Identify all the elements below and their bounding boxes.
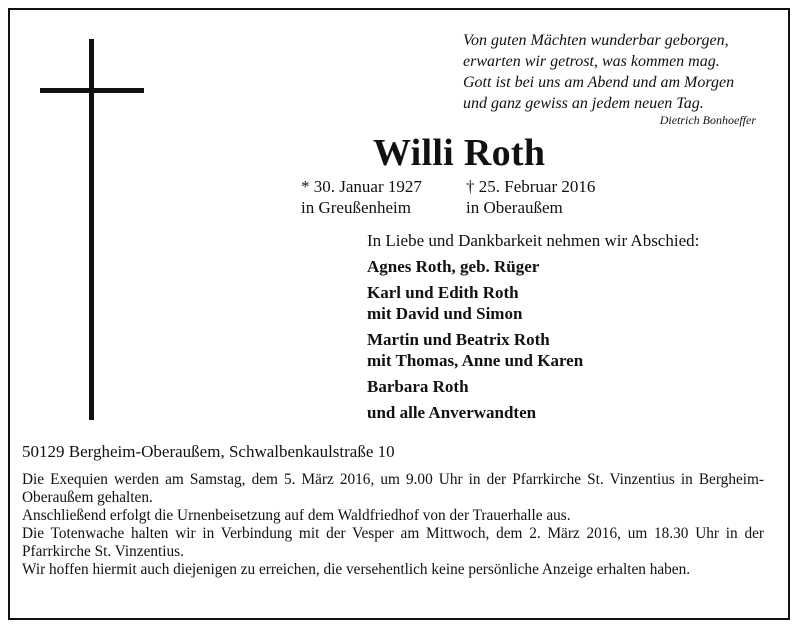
death-date: † 25. Februar 2016 — [466, 177, 596, 196]
poem-author: Dietrich Bonhoeffer — [659, 113, 756, 127]
mourner-group — [367, 282, 583, 324]
mourner-line: Barbara Roth — [367, 377, 469, 396]
notice-paragraph: Anschließend erfolgt die Urnenbeisetzung auf dem Waldfriedhof von der Trauerhalle aus. — [22, 507, 571, 524]
mourner-group — [367, 256, 583, 277]
mourner-line: mit David und Simon — [367, 304, 523, 323]
death-info — [466, 176, 595, 218]
death-place: in Oberaußem — [466, 198, 563, 217]
farewell-intro: In Liebe und Dankbarkeit nehmen wir Abschied: — [367, 231, 700, 250]
poem — [463, 30, 763, 114]
service-notices — [22, 471, 764, 579]
mourner-group — [367, 402, 583, 423]
birth-info — [301, 176, 422, 218]
mourner-line: Karl und Edith Roth — [367, 283, 519, 302]
cross-vertical-bar — [89, 39, 94, 420]
mourner-group — [367, 376, 583, 397]
poem-line: und ganz gewiss an jedem neuen Tag. — [463, 95, 704, 112]
mourner-line: Martin und Beatrix Roth — [367, 330, 550, 349]
mourner-line: mit Thomas, Anne und Karen — [367, 351, 584, 370]
poem-line: Von guten Mächten wunderbar geborgen, — [463, 32, 729, 49]
poem-line: Gott ist bei uns am Abend und am Morgen — [463, 74, 735, 91]
mourner-group — [367, 329, 583, 371]
notice-paragraph: Die Exequien werden am Samstag, dem 5. März 2016, um 9.00 Uhr in der Pfarrkirche St. Vinzentius in Bergheim-Oberaußem gehalten. — [22, 471, 764, 506]
notice-paragraph: Die Totenwache halten wir in Verbindung mit der Vesper am Mittwoch, dem 2. März 2016, um 18.30 Uhr in der Pfarrkirche St. Vinzentius. — [22, 525, 764, 560]
birth-place: in Greußenheim — [301, 198, 411, 217]
poem-line: erwarten wir getrost, was kommen mag. — [463, 53, 720, 70]
cross-horizontal-bar — [40, 88, 144, 93]
notice-paragraph: Wir hoffen hiermit auch diejenigen zu erreichen, die versehentlich keine persönliche Anzeige erhalten haben. — [22, 561, 691, 578]
mourner-line: und alle Anverwandten — [367, 403, 537, 422]
mourners-list — [367, 256, 583, 428]
mourner-line: Agnes Roth, geb. Rüger — [367, 257, 540, 276]
birth-date: * 30. Januar 1927 — [301, 177, 422, 196]
deceased-name: Willi Roth — [373, 132, 546, 174]
family-address: 50129 Bergheim-Oberaußem, Schwalbenkaulstraße 10 — [22, 442, 395, 461]
